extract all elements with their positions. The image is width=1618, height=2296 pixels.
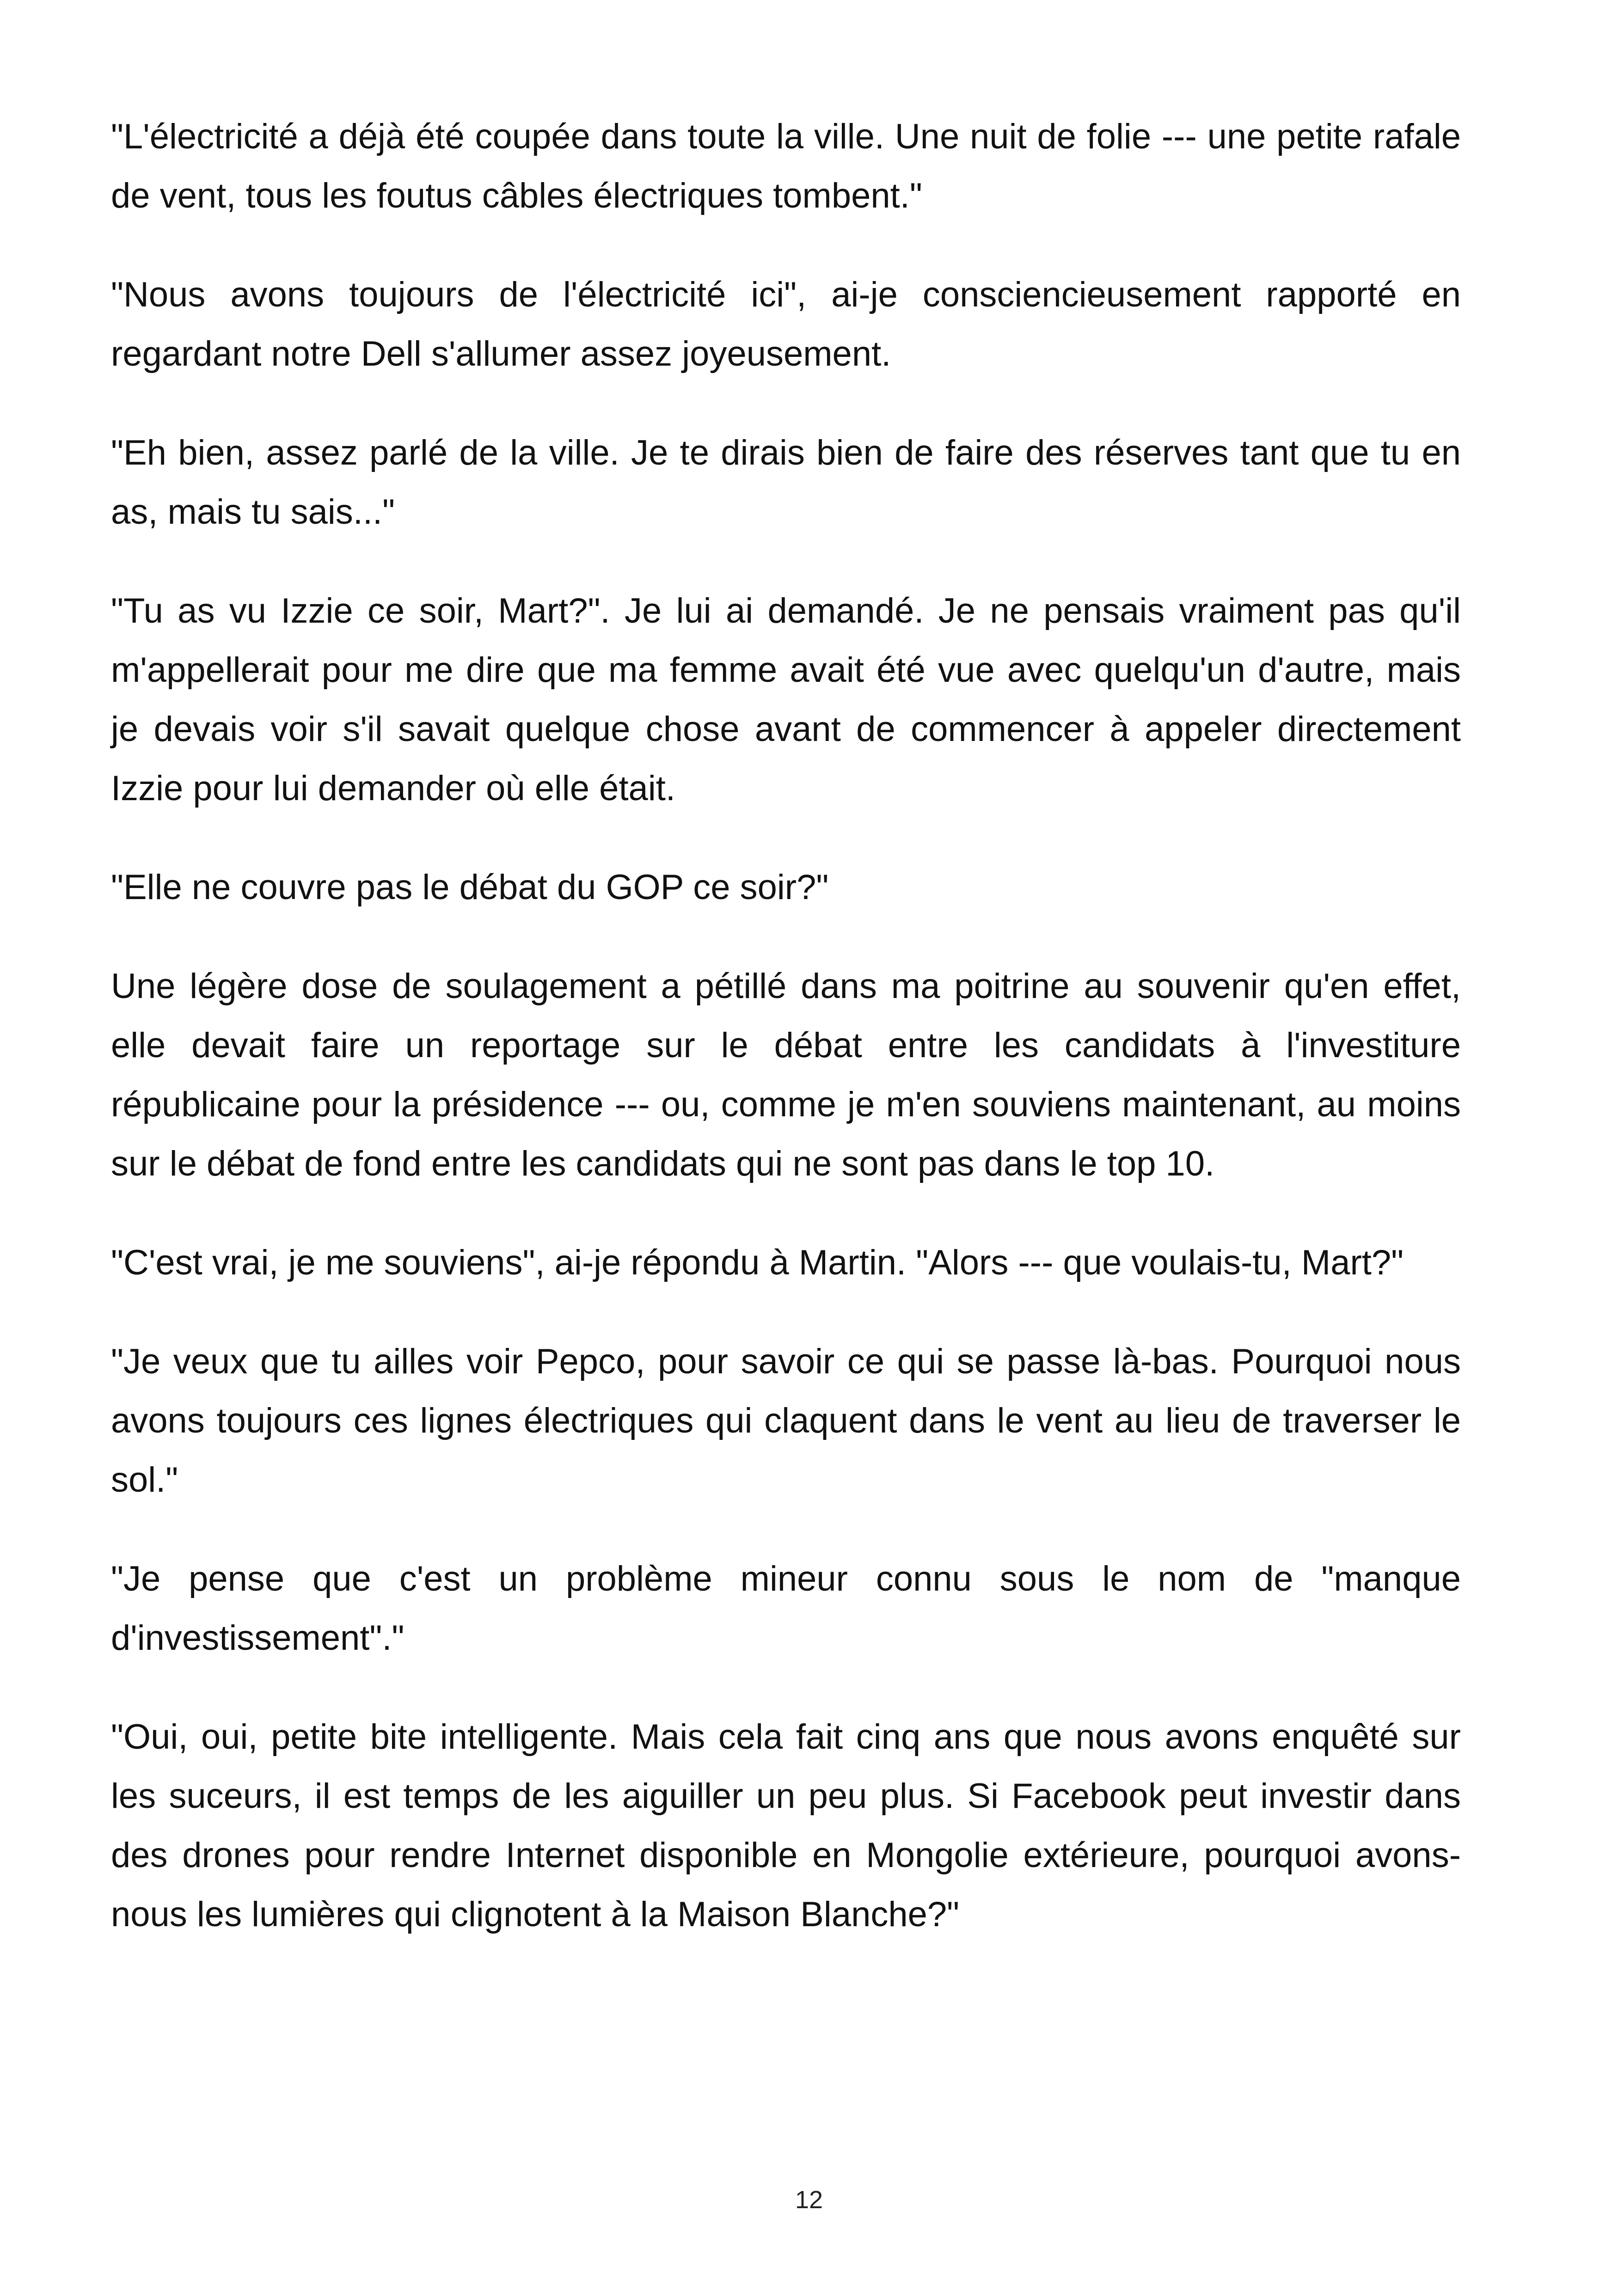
paragraph: "Tu as vu Izzie ce soir, Mart?". Je lui ai demandé. Je ne pensais vraiment pas qu'il m'appellerait pour me dire que ma femme avait été vue avec quelqu'un d'autre, mais je devais voir s'il savait quelque chose avant de commencer à appeler directement Izzie pour lui demander où elle était.: [111, 591, 1461, 808]
paragraph: "C'est vrai, je me souviens", ai-je répondu à Martin. "Alors --- que voulais-tu, Mart?": [111, 1243, 1404, 1282]
paragraph: "Eh bien, assez parlé de la ville. Je te dirais bien de faire des réserves tant que tu en as, mais tu sais...": [111, 433, 1461, 532]
paragraph: "L'électricité a déjà été coupée dans toute la ville. Une nuit de folie --- une petite rafale de vent, tous les foutus câbles électriques tombent.": [111, 117, 1461, 215]
body-text: [111, 107, 1461, 1984]
paragraph: "Oui, oui, petite bite intelligente. Mais cela fait cinq ans que nous avons enquêté sur les suceurs, il est temps de les aiguiller un peu plus. Si Facebook peut investir dans des drones pour rendre Internet disponible en Mongolie extérieure, pourquoi avons-nous les lumières qui clignotent à la Maison Blanche?": [111, 1717, 1461, 1934]
paragraph: "Elle ne couvre pas le débat du GOP ce soir?": [111, 868, 829, 907]
paragraph: "Nous avons toujours de l'électricité ici", ai-je consciencieusement rapporté en regardant notre Dell s'allumer assez joyeusement.: [111, 275, 1461, 373]
paragraph: Une légère dose de soulagement a pétillé dans ma poitrine au souvenir qu'en effet, elle devait faire un reportage sur le débat entre les candidats à l'investiture républicaine pour la présidence --- ou, comme je m'en souviens maintenant, au moins sur le débat de fond entre les candidats qui ne sont pas dans le top 10.: [111, 967, 1461, 1183]
page-number: 12: [795, 2186, 823, 2214]
paragraph: "Je veux que tu ailles voir Pepco, pour savoir ce qui se passe là-bas. Pourquoi nous avons toujours ces lignes électriques qui claquent dans le vent au lieu de traverser le sol.": [111, 1342, 1461, 1500]
paragraph: "Je pense que c'est un problème mineur connu sous le nom de "manque d'investissement".": [111, 1559, 1461, 1658]
